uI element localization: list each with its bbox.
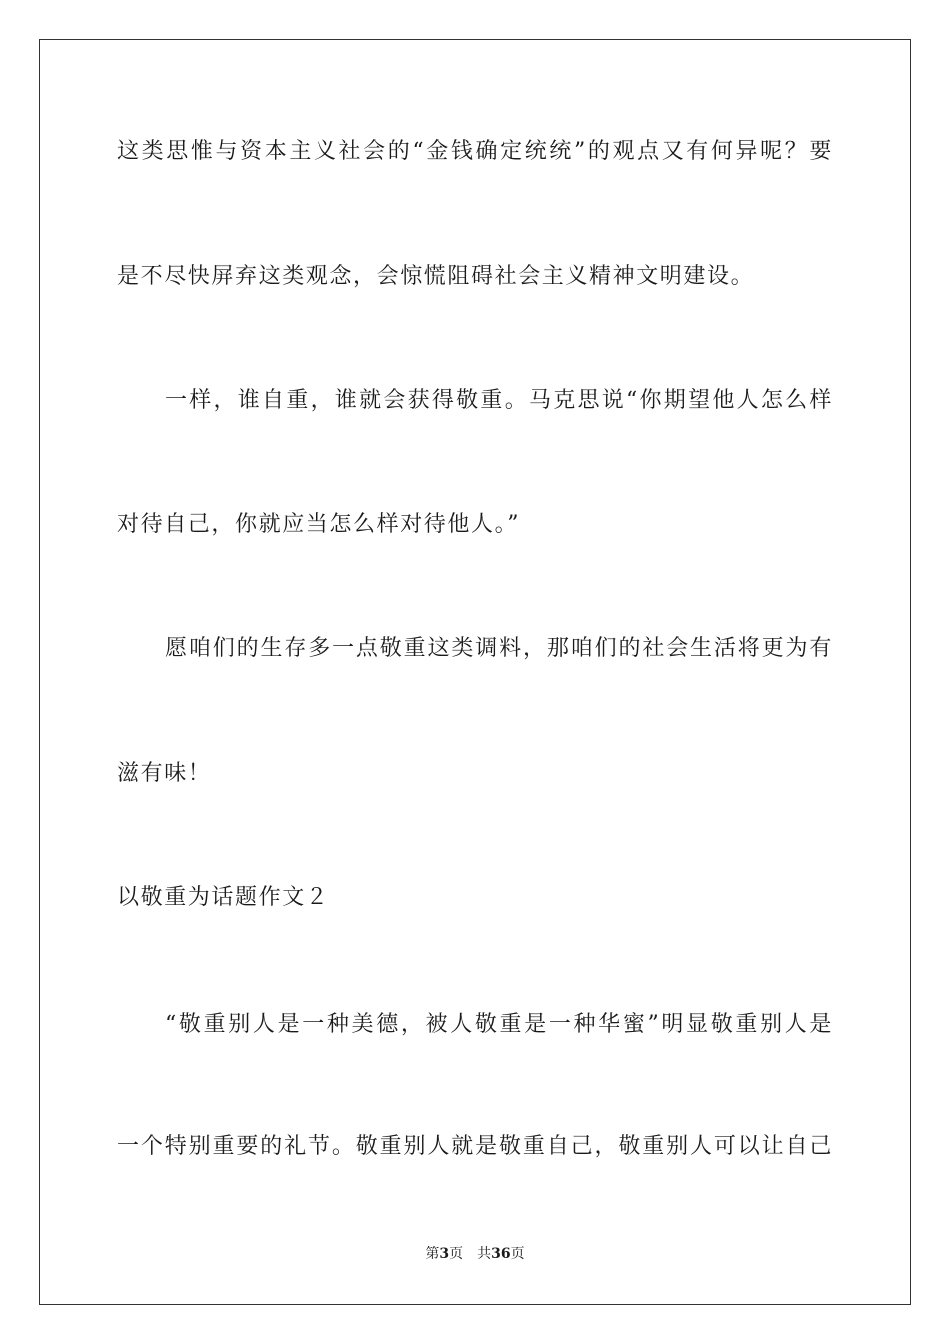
body-line-2: 是不尽快屏弃这类观念，会惊慌阻碍社会主义精神文明建设。 — [117, 264, 755, 289]
body-line-1: 这类思惟与资本主义社会的“金钱确定统统”的观点又有何异呢？要 — [117, 139, 833, 164]
page-footer — [0, 1244, 950, 1264]
paragraph-line-5: 愿咱们的生存多一点敬重这类调料，那咱们的社会生活将更为有 — [165, 636, 833, 661]
footer-total-suffix: 页 — [510, 1246, 525, 1262]
footer-page-prefix: 第 — [425, 1246, 440, 1262]
footer-total-pages: 36 — [491, 1246, 511, 1262]
footer-page-suffix: 页 — [449, 1246, 464, 1262]
body-line-6: 滋有味！ — [117, 761, 212, 786]
body-line-4: 对待自己，你就应当怎么样对待他人。” — [117, 512, 521, 537]
paragraph-line-3: 一样，谁自重，谁就会获得敬重。马克思说“你期望他人怎么样 — [165, 388, 833, 413]
footer-total-prefix: 共 — [477, 1246, 492, 1262]
body-line-9: 一个特别重要的礼节。敬重别人就是敬重自己，敬重别人可以让自己 — [117, 1134, 833, 1159]
footer-page-number: 3 — [439, 1246, 450, 1262]
section-heading: 以敬重为话题作文２ — [117, 885, 330, 910]
paragraph-line-8: “敬重别人是一种美德，被人敬重是一种华蜜”明显敬重别人是 — [165, 1012, 833, 1037]
page-border — [39, 39, 911, 1305]
